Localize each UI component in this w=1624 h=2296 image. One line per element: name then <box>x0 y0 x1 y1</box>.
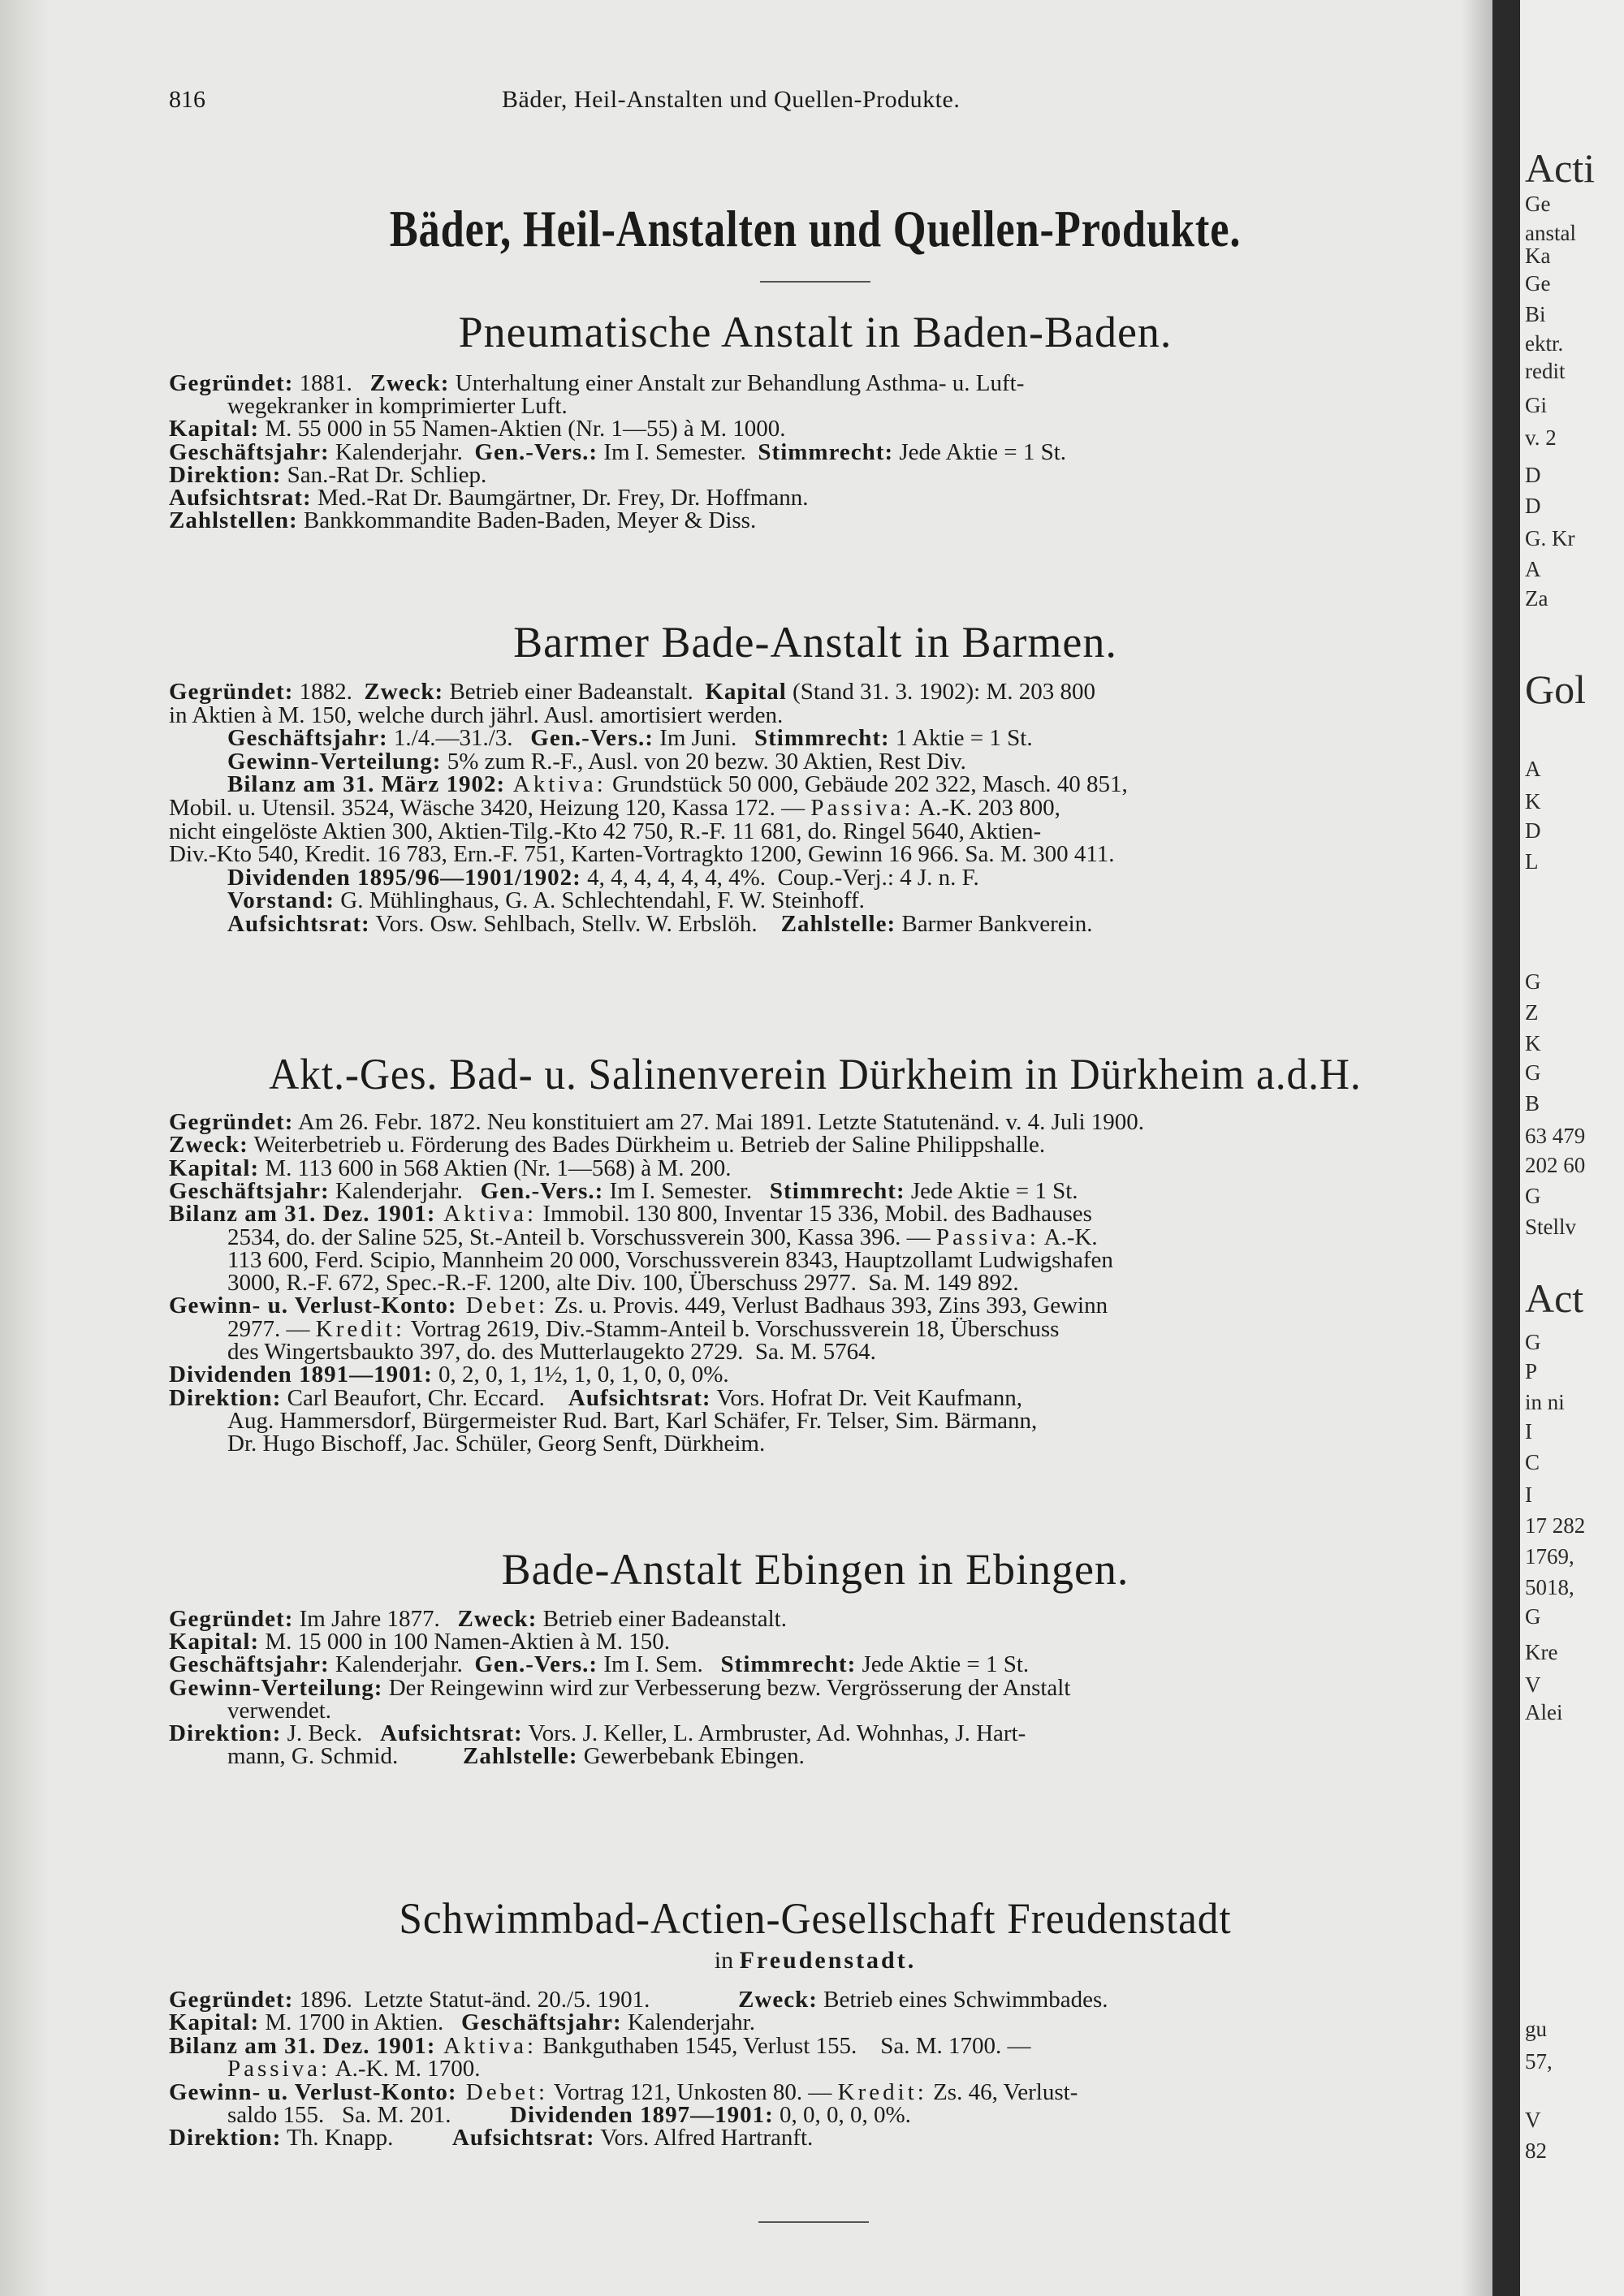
field-label: Aufsichtsrat: <box>379 1720 523 1746</box>
page-number: 816 <box>169 86 205 113</box>
field-label: Zweck: <box>369 370 450 396</box>
field-text: 113 600, Ferd. Scipio, Mannheim 20 000, Vorschussverein 8343, Hauptzollamt Ludwigshafen <box>227 1246 1113 1273</box>
field-text: Jede Aktie = 1 St. <box>905 1177 1078 1204</box>
adjacent-text-fragment: in ni <box>1525 1390 1565 1414</box>
field-text: Im Juni. <box>653 725 755 752</box>
adjacent-text-fragment: D <box>1525 463 1541 487</box>
field-text: (Stand 31. 3. 1902): M. 203 800 <box>786 679 1095 705</box>
field-label: Gegründet: <box>169 370 294 396</box>
field-text: Im I. Semester. <box>603 1177 770 1204</box>
spaced-label: Passiva: <box>935 1224 1039 1250</box>
adjacent-text-fragment: Kre <box>1525 1640 1558 1664</box>
field-label: Direktion: <box>169 1384 282 1411</box>
field-label: Zahlstelle: <box>463 1743 578 1770</box>
adjacent-text-fragment: D <box>1525 818 1541 843</box>
field-text: Kalenderjahr. <box>329 1177 481 1204</box>
field-text: Der Reingewinn wird zur Verbesserung bezw. Vergrösserung der Anstalt <box>382 1674 1071 1701</box>
adjacent-text-fragment: G <box>1525 1184 1541 1208</box>
field-label: Dividenden 1897—1901: <box>510 2102 774 2128</box>
field-label: Aufsichtsrat: <box>568 1384 711 1411</box>
field-text: Betrieb einer Badeanstalt. <box>537 1606 787 1632</box>
page-edge-shadow <box>0 0 49 2296</box>
field-label: Zweck: <box>457 1606 538 1632</box>
field-text: Mobil. u. Utensil. 3524, Wäsche 3420, Heizung 120, Kassa 172. — <box>169 795 811 821</box>
field-label: Bilanz am 31. Dez. 1901: <box>169 1201 436 1228</box>
field-text: nicht eingelöste Aktien 300, Aktien-Tilg.-Kto 42 750, R.-F. 11 681, do. Ringel 5640, Aktien- <box>169 818 1042 844</box>
field-label: Bilanz am 31. Dez. 1901: <box>169 2032 436 2059</box>
adjacent-text-fragment: 202 60 <box>1525 1153 1586 1177</box>
adjacent-text-fragment: K <box>1525 789 1541 814</box>
field-label: Geschäftsjahr: <box>169 438 330 465</box>
field-text: A.-K. <box>1039 1224 1098 1250</box>
field-text: M. 55 000 in 55 Namen-Aktien (Nr. 1—55) à M. 1000. <box>259 416 786 442</box>
field-label: Gegründet: <box>169 1987 294 2013</box>
field-text: Weiterbetrieb u. Förderung des Bades Dürkheim u. Betrieb der Saline Philippshalle. <box>248 1132 1046 1159</box>
field-text: mann, G. Schmid. <box>227 1743 463 1770</box>
field-text: Kalenderjahr. <box>329 1651 475 1678</box>
adjacent-text-fragment: 57, <box>1525 2049 1553 2074</box>
field-label: Stimmrecht: <box>720 1651 857 1678</box>
spaced-label: Debet: <box>456 2078 549 2105</box>
field-label: Geschäftsjahr: <box>169 1651 330 1678</box>
company-title: Barmer Bade-Anstalt in Barmen. <box>513 618 1117 667</box>
field-label: Gen.-Vers.: <box>474 438 598 465</box>
adjacent-text-fragment: P <box>1525 1359 1538 1383</box>
field-text: Jede Aktie = 1 St. <box>856 1651 1030 1678</box>
adjacent-text-fragment: Bi <box>1525 302 1546 326</box>
adjacent-text-fragment: Z <box>1525 1000 1539 1025</box>
field-label: Direktion: <box>169 2125 282 2151</box>
field-label: Stimmrecht: <box>758 438 894 465</box>
field-text: A.-K. M. 1700. <box>330 2056 481 2082</box>
field-text: A.-K. 203 800, <box>914 795 1060 821</box>
adjacent-text-fragment: 63 479 <box>1525 1124 1586 1148</box>
field-text: Zs. 46, Verlust- <box>926 2078 1078 2105</box>
field-label: Kapital: <box>169 2009 260 2036</box>
field-label: Kapital: <box>169 1154 260 1181</box>
text-line <box>227 1743 1462 1770</box>
company-title: Bade-Anstalt Ebingen in Ebingen. <box>501 1545 1129 1594</box>
field-text: Am 26. Febr. 1872. Neu konstituiert am 27. Mai 1891. Letzte Statutenänd. v. 4. Juli 1900. <box>293 1109 1145 1135</box>
spaced-label: Kredit: <box>837 2078 927 2105</box>
field-label: Zahlstellen: <box>169 507 298 534</box>
gutter-shadow <box>1462 0 1492 2296</box>
adjacent-text-fragment: anstal <box>1525 221 1576 245</box>
adjacent-text-fragment: B <box>1525 1091 1540 1116</box>
adjacent-text-fragment: D <box>1525 494 1541 518</box>
company-title: Schwimmbad-Actien-Gesellschaft Freudenstadt <box>399 1894 1232 1943</box>
field-label: Gen.-Vers.: <box>474 1651 598 1678</box>
spaced-label: Aktiva: <box>435 2032 538 2059</box>
field-label: Gen.-Vers.: <box>480 1177 604 1204</box>
bottom-rule <box>758 2221 869 2223</box>
main-title: Bäder, Heil-Anstalten und Quellen-Produkte. <box>389 200 1242 257</box>
field-text: Bankguthaben 1545, Verlust 155. Sa. M. 1700. — <box>537 2032 1031 2059</box>
field-text: M. 113 600 in 568 Aktien (Nr. 1—568) à M. 200. <box>259 1154 732 1181</box>
text-line <box>227 1431 1462 1457</box>
spaced-label: Aktiva: <box>435 1201 538 1228</box>
field-text: Aug. Hammersdorf, Bürgermeister Rud. Bart, Karl Schäfer, Fr. Telser, Sim. Bärmann, <box>227 1407 1038 1434</box>
field-text: saldo 155. Sa. M. 201. <box>227 2102 510 2128</box>
adjacent-text-fragment: G. Kr <box>1525 526 1575 550</box>
field-text: Im I. Sem. <box>598 1651 721 1678</box>
field-text: Vortrag 121, Unkosten 80. — <box>548 2078 838 2105</box>
adjacent-text-fragment: Gol <box>1525 667 1586 712</box>
company-title: Pneumatische Anstalt in Baden-Baden. <box>458 308 1173 356</box>
field-text: 0, 2, 0, 1, 1½, 1, 0, 1, 0, 0, 0%. <box>432 1362 729 1388</box>
field-text: Th. Knapp. <box>281 2125 452 2151</box>
adjacent-text-fragment: C <box>1525 1450 1540 1474</box>
field-label: Zweck: <box>364 679 444 705</box>
field-text: San.-Rat Dr. Schliep. <box>281 461 487 488</box>
adjacent-text-fragment: Ka <box>1525 244 1551 268</box>
field-text: 1881. <box>293 370 370 396</box>
field-text: Kalenderjahr. <box>329 438 475 465</box>
subtitle-prefix: in <box>714 1947 740 1974</box>
field-text: Vors. Hofrat Dr. Veit Kaufmann, <box>710 1384 1022 1411</box>
field-label: Gewinn-Verteilung: <box>227 748 442 775</box>
field-label: Direktion: <box>169 461 282 488</box>
adjacent-text-fragment: gu <box>1525 2017 1547 2041</box>
field-label: Geschäftsjahr: <box>227 725 388 752</box>
subtitle-place: Freudenstadt. <box>739 1947 917 1974</box>
field-text: 1896. Letzte Statut-änd. 20./5. 1901. <box>293 1987 739 2013</box>
field-text: 4, 4, 4, 4, 4, 4, 4%. Coup.-Verj.: 4 J. n. F. <box>581 864 979 891</box>
field-text: Barmer Bankverein. <box>896 911 1093 937</box>
field-text: Vors. Alfred Hartranft. <box>594 2125 814 2151</box>
spaced-label: Passiva: <box>227 2056 331 2082</box>
field-label: Kapital: <box>169 416 260 442</box>
field-text: Jede Aktie = 1 St. <box>893 438 1067 465</box>
field-text: 5% zum R.-F., Ausl. von 20 bezw. 30 Aktien, Rest Div. <box>441 748 966 775</box>
field-label: Gegründet: <box>169 1606 294 1632</box>
field-label: Gewinn- u. Verlust-Konto: <box>169 2078 457 2105</box>
book-gutter <box>1492 0 1520 2296</box>
field-text: Carl Beaufort, Chr. Eccard. <box>281 1384 568 1411</box>
field-label: Kapital: <box>169 1629 260 1655</box>
adjacent-text-fragment: ektr. <box>1525 331 1564 356</box>
field-label: Dividenden 1891—1901: <box>169 1362 433 1388</box>
text-line <box>169 2125 1462 2151</box>
field-text: Betrieb eines Schwimmbades. <box>817 1987 1108 2013</box>
field-label: Aufsichtsrat: <box>169 485 312 511</box>
field-text: wegekranker in komprimierter Luft. <box>227 393 568 420</box>
field-text: M. 15 000 in 100 Namen-Aktien à M. 150. <box>259 1629 670 1655</box>
company-subtitle <box>169 1947 1462 1974</box>
field-text: Immobil. 130 800, Inventar 15 336, Mobil. des Badhauses <box>537 1201 1092 1228</box>
field-label: Gen.-Vers.: <box>530 725 654 752</box>
adjacent-text-fragment: Ge <box>1525 192 1551 216</box>
field-text: 1./4.—31./3. <box>387 725 531 752</box>
text-line <box>169 507 1462 534</box>
spaced-label: Aktiva: <box>505 771 607 798</box>
field-text: des Wingertsbaukto 397, do. des Mutterlaugekto 2729. Sa. M. 5764. <box>227 1339 876 1365</box>
adjacent-text-fragment: V <box>1525 1672 1541 1697</box>
field-text: 2534, do. der Saline 525, St.-Anteil b. Vorschussverein 300, Kassa 396. — <box>227 1224 936 1250</box>
field-label: Zweck: <box>169 1132 248 1159</box>
field-label: Zahlstelle: <box>780 911 896 937</box>
adjacent-text-fragment: Acti <box>1525 145 1596 191</box>
adjacent-text-fragment: A <box>1525 557 1541 581</box>
spaced-label: Debet: <box>456 1293 549 1319</box>
adjacent-text-fragment: redit <box>1525 359 1566 383</box>
field-text: Im Jahre 1877. <box>293 1606 458 1632</box>
field-text: 1882. <box>293 679 365 705</box>
adjacent-text-fragment: G <box>1525 1060 1541 1085</box>
adjacent-text-fragment: G <box>1525 969 1541 994</box>
adjacent-text-fragment: Gi <box>1525 393 1547 417</box>
text-line <box>227 911 1462 938</box>
spaced-label: Kredit: <box>315 1315 405 1342</box>
field-text: Im I. Semester. <box>598 438 758 465</box>
adjacent-text-fragment: 82 <box>1525 2138 1547 2163</box>
field-text: J. Beck. <box>281 1720 380 1746</box>
field-label: Direktion: <box>169 1720 282 1746</box>
field-label: Gewinn- u. Verlust-Konto: <box>169 1293 457 1319</box>
spaced-label: Passiva: <box>810 795 914 821</box>
field-text: Vors. Osw. Sehlbach, Stellv. W. Erbslöh. <box>369 911 781 937</box>
field-text: Betrieb einer Badeanstalt. <box>443 679 706 705</box>
adjacent-text-fragment: 1769, <box>1525 1544 1574 1569</box>
field-text: Dr. Hugo Bischoff, Jac. Schüler, Georg Senft, Dürkheim. <box>227 1431 766 1457</box>
field-text: Kalenderjahr. <box>621 2009 755 2036</box>
field-text: 1 Aktie = 1 St. <box>889 725 1033 752</box>
field-text: Unterhaltung einer Anstalt zur Behandlung Asthma- u. Luft- <box>449 370 1025 396</box>
adjacent-page <box>1520 0 1624 2296</box>
field-label: Kapital <box>705 679 787 705</box>
adjacent-text-fragment: G <box>1525 1330 1541 1354</box>
field-text: Div.-Kto 540, Kredit. 16 783, Ern.-F. 751, Karten-Vortragkto 1200, Gewinn 16 966. Sa. M. 300 411. <box>169 841 1115 868</box>
adjacent-text-fragment: Alei <box>1525 1700 1563 1724</box>
field-label: Stimmrecht: <box>769 1177 905 1204</box>
field-label: Aufsichtsrat: <box>451 2125 595 2151</box>
adjacent-text-fragment: 5018, <box>1525 1575 1574 1599</box>
running-title: Bäder, Heil-Anstalten und Quellen-Produkte. <box>502 86 961 113</box>
adjacent-text-fragment: L <box>1525 849 1539 874</box>
field-text: 0, 0, 0, 0, 0%. <box>773 2102 911 2128</box>
field-label: Bilanz am 31. März 1902: <box>227 771 506 798</box>
field-label: Zweck: <box>738 1987 818 2013</box>
title-rule <box>760 281 870 283</box>
adjacent-text-fragment: I <box>1525 1482 1532 1507</box>
field-text: Med.-Rat Dr. Baumgärtner, Dr. Frey, Dr. Hoffmann. <box>311 485 809 511</box>
field-label: Geschäftsjahr: <box>169 1177 330 1204</box>
adjacent-text-fragment: K <box>1525 1031 1541 1055</box>
field-text: 3000, R.-F. 672, Spec.-R.-F. 1200, alte Div. 100, Überschuss 2977. Sa. M. 149 892. <box>227 1270 1019 1297</box>
adjacent-text-fragment: A <box>1525 757 1541 781</box>
field-text: in Aktien à M. 150, welche durch jährl. Ausl. amortisiert werden. <box>169 701 784 728</box>
field-text: G. Mühlinghaus, G. A. Schlechtendahl, F. W. Steinhoff. <box>335 887 865 914</box>
field-text: M. 1700 in Aktien. <box>259 2009 462 2036</box>
field-text: Grundstück 50 000, Gebäude 202 322, Masch. 40 851, <box>606 771 1128 798</box>
field-text: Bankkommandite Baden-Baden, Meyer & Diss. <box>297 507 757 534</box>
field-label: Gegründet: <box>169 1109 294 1135</box>
adjacent-text-fragment: v. 2 <box>1525 425 1557 450</box>
field-label: Vorstand: <box>227 887 335 914</box>
adjacent-text-fragment: I <box>1525 1419 1532 1444</box>
adjacent-text-fragment: Stellv <box>1525 1215 1577 1239</box>
field-text: verwendet. <box>227 1697 332 1724</box>
adjacent-text-fragment: Za <box>1525 586 1548 611</box>
field-label: Gegründet: <box>169 679 294 705</box>
field-text: Vortrag 2619, Div.-Stamm-Anteil b. Vorschussverein 18, Überschuss <box>404 1315 1060 1342</box>
company-title: Akt.-Ges. Bad- u. Salinenverein Dürkheim in Dürkheim a.d.H. <box>269 1050 1362 1098</box>
field-label: Dividenden 1895/96—1901/1902: <box>227 864 581 891</box>
page-content <box>169 0 1462 2296</box>
adjacent-text-fragment: G <box>1525 1604 1541 1629</box>
field-text: Gewerbebank Ebingen. <box>577 1743 805 1770</box>
adjacent-text-fragment: Ge <box>1525 271 1551 296</box>
field-label: Gewinn-Verteilung: <box>169 1674 383 1701</box>
adjacent-text-fragment: 17 282 <box>1525 1513 1586 1538</box>
field-text: Zs. u. Provis. 449, Verlust Badhaus 393, Zins 393, Gewinn <box>548 1293 1108 1319</box>
adjacent-text-fragment: V <box>1525 2108 1541 2132</box>
field-label: Stimmrecht: <box>754 725 890 752</box>
field-label: Geschäftsjahr: <box>461 2009 622 2036</box>
field-text: 2977. — <box>227 1315 316 1342</box>
field-label: Aufsichtsrat: <box>227 911 370 937</box>
field-text: Vors. J. Keller, L. Armbruster, Ad. Wohnhas, J. Hart- <box>522 1720 1026 1746</box>
adjacent-text-fragment: Act <box>1525 1275 1584 1321</box>
